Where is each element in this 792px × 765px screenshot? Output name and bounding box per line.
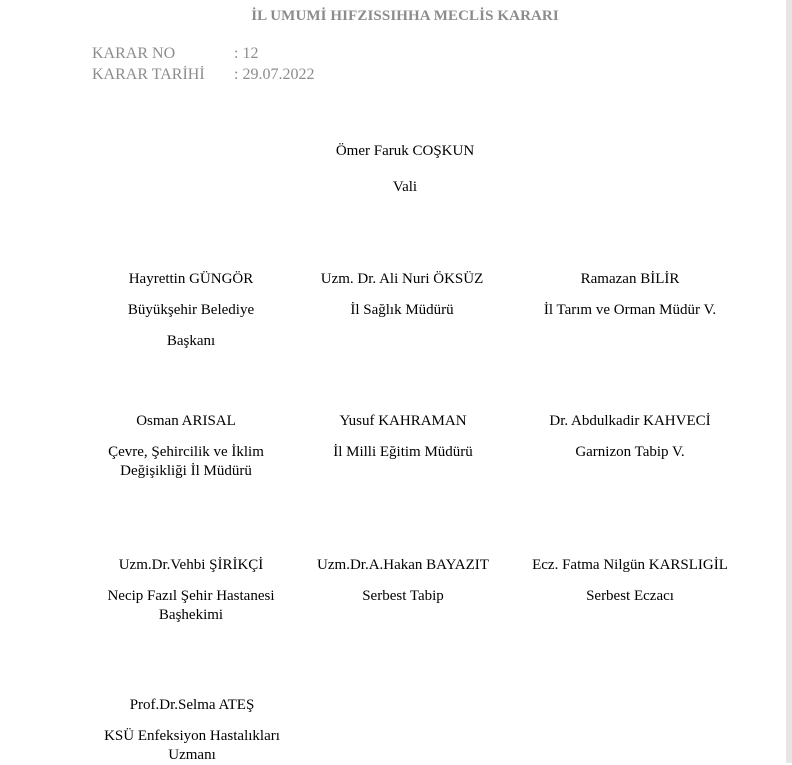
signatory-name: Uzm.Dr.A.Hakan BAYAZIT — [317, 557, 489, 573]
chair-name: Ömer Faruk COŞKUN — [335, 143, 475, 159]
signatory-name: Dr. Abdulkadir KAHVECİ — [549, 413, 711, 429]
signatory-block — [303, 556, 503, 606]
signatory-role: Büyükşehir Belediye Başkanı — [127, 302, 255, 349]
signatory-block — [92, 696, 292, 765]
signatory-block — [91, 270, 291, 351]
signatory-role: Garnizon Tabip V. — [575, 444, 685, 460]
decision-date-label: KARAR TARİHİ — [92, 66, 205, 83]
signatory-name: Uzm. Dr. Ali Nuri ÖKSÜZ — [320, 271, 484, 287]
signatory-role: Necip Fazıl Şehir Hastanesi Başhekimi — [107, 588, 275, 623]
signatory-name: Ramazan BİLİR — [580, 271, 680, 287]
signatory-name: Prof.Dr.Selma ATEŞ — [129, 697, 255, 713]
signatory-block — [86, 412, 286, 481]
signatory-name: Hayrettin GÜNGÖR — [128, 271, 254, 287]
signatory-role: İl Sağlık Müdürü — [350, 302, 454, 318]
signatory-role: KSÜ Enfeksiyon Hastalıkları Uzmanı — [104, 728, 280, 763]
signatory-name: Osman ARISAL — [136, 413, 236, 429]
signatory-role: İl Milli Eğitim Müdürü — [333, 444, 473, 460]
signatory-role: Çevre, Şehircilik ve İklim Değişikliği İl Müdürü — [108, 444, 264, 479]
signatory-name: Yusuf KAHRAMAN — [339, 413, 467, 429]
signatory-block — [530, 270, 730, 320]
decision-number-value: : 12 — [234, 45, 259, 62]
signatory-role: Serbest Eczacı — [586, 588, 674, 604]
decision-number-label: KARAR NO — [92, 45, 176, 62]
signatory-block — [302, 270, 502, 320]
signatory-block — [530, 556, 730, 606]
signatory-name: Uzm.Dr.Vehbi ŞİRİKÇİ — [118, 557, 264, 573]
signatory-block — [303, 412, 503, 462]
signatory-role: Serbest Tabip — [362, 588, 444, 604]
signatory-block — [91, 556, 291, 625]
signatory-role: İl Tarım ve Orman Müdür V. — [543, 302, 717, 318]
signatory-name: Ecz. Fatma Nilgün KARSLIGİL — [532, 557, 728, 573]
document-title: İL UMUMİ HIFZISSIHHA MECLİS KARARI — [251, 8, 559, 24]
decision-date-value: : 29.07.2022 — [234, 66, 315, 83]
signatory-block — [530, 412, 730, 462]
chair-role: Vali — [392, 179, 418, 195]
page-edge-scrollbar — [786, 0, 792, 763]
